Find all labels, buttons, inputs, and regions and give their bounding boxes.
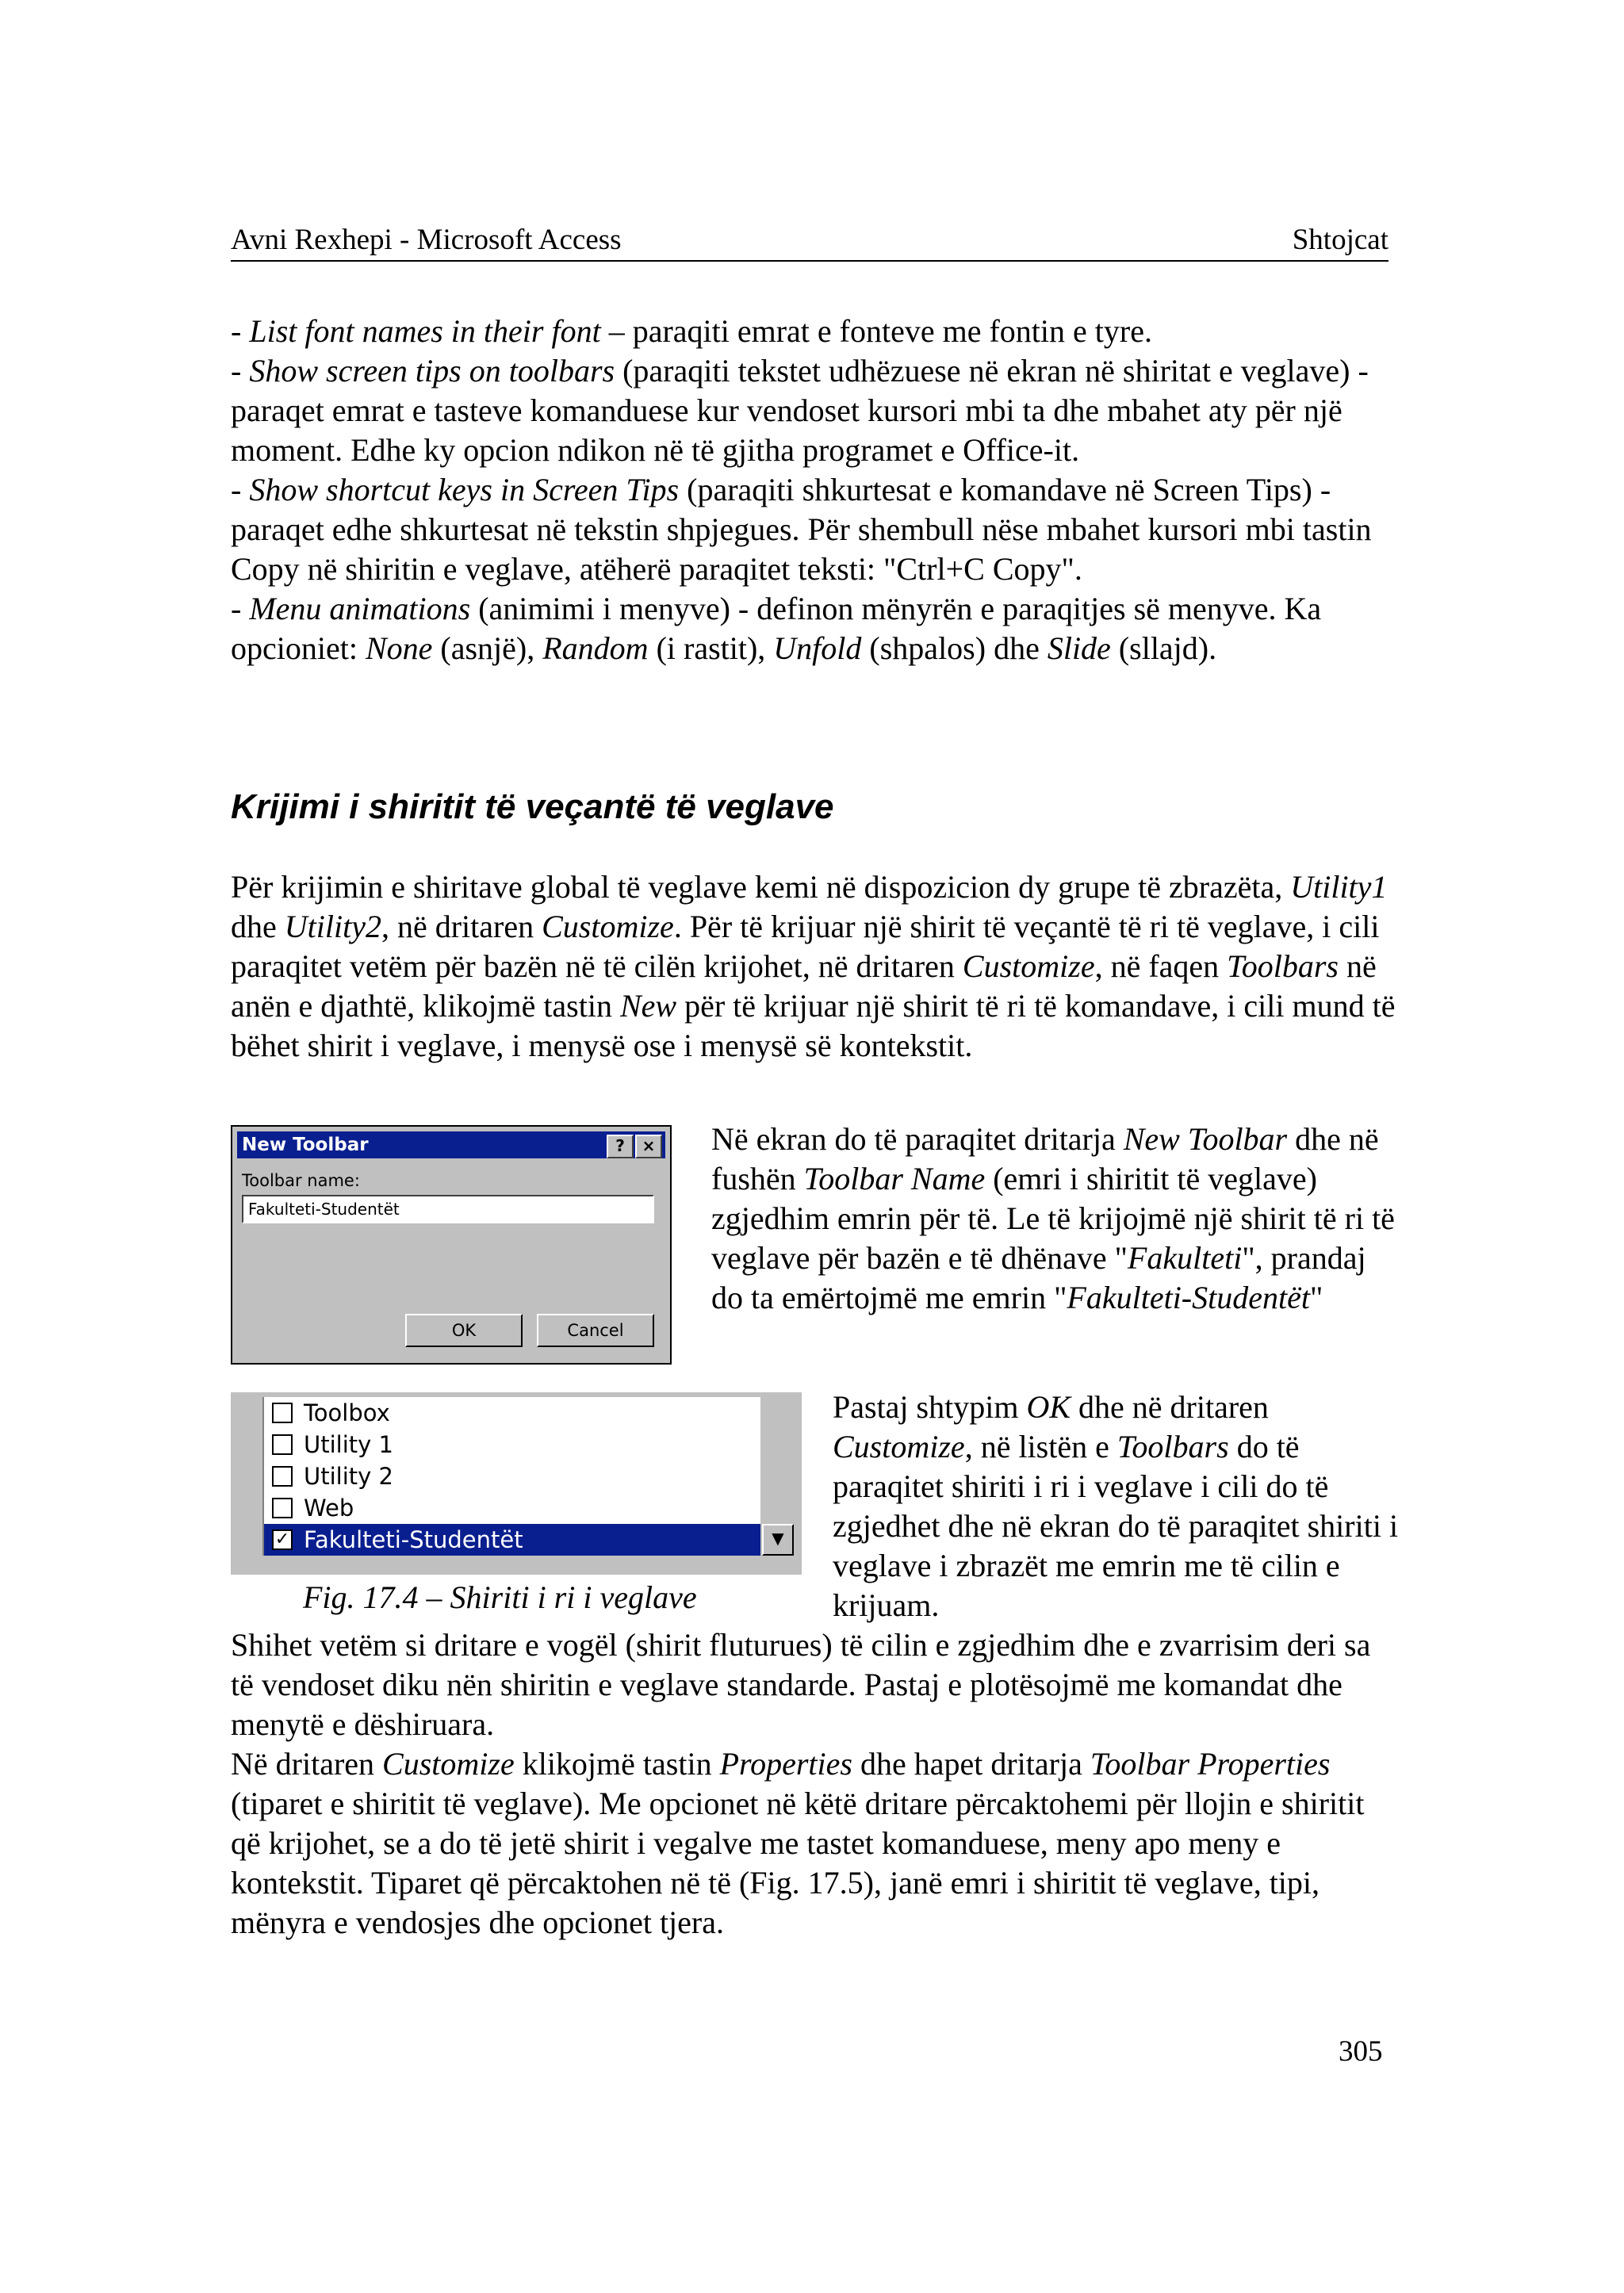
toolbar-item-web[interactable]: Web: [264, 1492, 760, 1524]
checkbox-icon[interactable]: [272, 1498, 293, 1518]
running-header: [231, 220, 1388, 262]
intro-options: [231, 312, 1396, 668]
cancel-button[interactable]: Cancel: [537, 1314, 654, 1347]
page-number: 305: [1339, 2035, 1383, 2068]
paragraph-toolbar-properties: Në dritaren Customize klikojmë tastin Properties dhe hapet dritarja Toolbar Properties (tiparet e shiritit të veglave). Me opcionet në këtë dritare përcaktohemi për llojin e shiritit që krijohet, se a do të jetë shirit i vegalve me tastet komanduese, meny apo meny e kontekstit. Tiparet që përcaktohen në të (Fig. 17.5), janë emri i shiritit të veglave, tipi, mënyra e vendosjes dhe opcionet tjera.: [231, 1746, 1365, 1940]
list-scrollbar[interactable]: [762, 1397, 794, 1556]
paragraph-intro-custom-toolbar: Për krijimin e shiritave global të veglave kemi në dispozicion dy grupe të zbrazëta, Utility1 dhe Utility2, në dritaren Customize. Për të krijuar një shirit të veçantë të ri të veglave, i cili paraqitet vetëm për bazën në të cilën krijohet, në dritaren Customize, në faqen Toolbars në anën e djathtë, klikojmë tastin New për të krijuar një shirit të ri të komandave, i cili mund të bëhet shirit i veglave, i menysë ose i menysë së kontekstit.: [231, 869, 1396, 1063]
checkbox-checked-icon[interactable]: ✓: [272, 1529, 293, 1550]
toolbar-item-utility-2[interactable]: Utility 2: [264, 1460, 760, 1492]
checkbox-icon[interactable]: [272, 1434, 293, 1455]
option-menu-animations: - Menu animations (animimi i menyve) - definon mënyrën e paraqitjes së menyve. Ka opcioniet: None (asnjë), Random (i rastit), Unfold (shpalos) dhe Slide (sllajd).: [231, 591, 1322, 666]
dialog-title: New Toolbar: [242, 1135, 369, 1155]
toolbar-item-toolbox[interactable]: Toolbox: [264, 1397, 760, 1429]
toolbars-list: [231, 1392, 802, 1575]
toolbar-item-utility-1[interactable]: Utility 1: [264, 1429, 760, 1460]
help-button[interactable]: ?: [607, 1135, 634, 1158]
option-show-shortcut-keys: - Show shortcut keys in Screen Tips (paraqiti shkurtesat e komandave në Screen Tips) - paraqet edhe shkurtesat në tekstin shpjegues. Për shembull nëse mbahet kursori mbi tastin Copy në shiritin e veglave, atëherë paraqitet teksti: "Ctrl+C Copy".: [231, 472, 1372, 587]
figure-caption: Fig. 17.4 – Shiriti i ri i veglave: [303, 1579, 697, 1615]
scroll-down-icon[interactable]: ▼: [762, 1524, 794, 1556]
checkbox-icon[interactable]: [272, 1466, 293, 1487]
paragraph-press-ok: Pastaj shtypim OK dhe në dritaren Customize, në listën e Toolbars do të paraqitet shiriti i ri i veglave i cili do të zgjedhet dhe në ekran do të paraqitet shiriti i veglave i zbrazët me emrin me të cilin e krijuam.: [833, 1389, 1399, 1623]
toolbar-item-fakulteti-studentet[interactable]: ✓ Fakulteti-Studentët: [264, 1524, 760, 1556]
toolbars-list-box: [262, 1397, 760, 1556]
option-show-screen-tips: - Show screen tips on toolbars (paraqiti tekstet udhëzuese në ekran në shiritat e veglave) - paraqet emrat e tasteve komanduese kur vendoset kursori mbi ta dhe mbahet aty për një moment. Edhe ky opcion ndikon në të gjitha programet e Office-it.: [231, 353, 1369, 468]
option-list-font-names: - List font names in their font – paraqiti emrat e fonteve me fontin e tyre.: [231, 313, 1152, 349]
ok-button[interactable]: OK: [405, 1314, 523, 1347]
checkbox-icon[interactable]: [272, 1403, 293, 1423]
paragraph-new-toolbar: Në ekran do të paraqitet dritarja New Toolbar dhe në fushën Toolbar Name (emri i shiritit të veglave) zgjedhim emrin për të. Le të krijojmë një shirit të ri të veglave për bazën e të dhënave "Fakulteti", prandaj do ta emërtojmë me emrin "Fakulteti-Studentët": [711, 1121, 1395, 1315]
header-left: Avni Rexhepi - Microsoft Access: [231, 224, 622, 256]
new-toolbar-dialog: [231, 1125, 672, 1365]
header-right: Shtojcat: [1292, 224, 1388, 256]
paragraph-floating-toolbar: Shihet vetëm si dritare e vogël (shirit fluturues) të cilin e zgjedhim dhe e zvarrisim deri sa të vendoset diku nën shiritin e veglave standarde. Pastaj e plotësojmë me komandat dhe menytë e dëshiruara.: [231, 1627, 1371, 1742]
close-button[interactable]: ×: [635, 1135, 662, 1158]
dialog-title-bar: [237, 1131, 665, 1158]
toolbar-name-input[interactable]: Fakulteti-Studentët: [242, 1195, 654, 1223]
toolbar-name-label: Toolbar name:: [242, 1171, 360, 1190]
section-heading: Krijimi i shiritit të veçantë të veglave: [231, 787, 834, 826]
